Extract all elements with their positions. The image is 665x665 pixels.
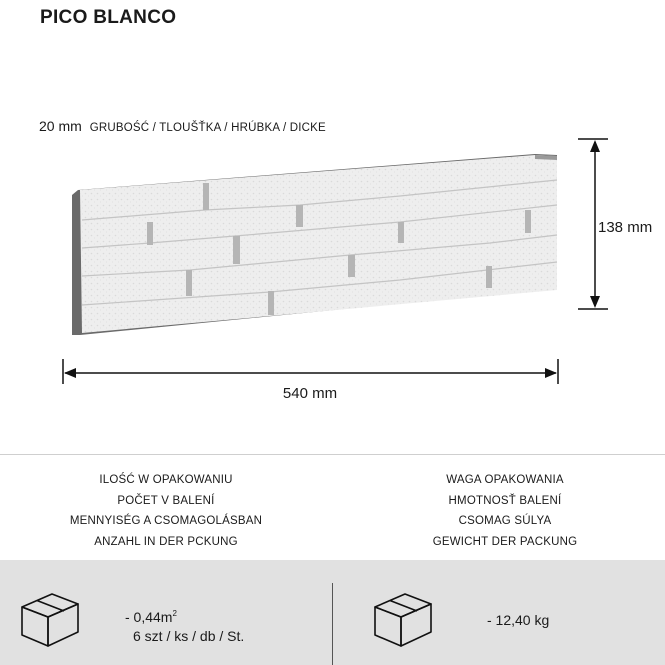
quantity-values bbox=[125, 604, 244, 646]
weight-label-cz: HMOTNOSŤ BALENÍ bbox=[448, 494, 562, 507]
quantity-label-de: ANZAHL IN DER PCKUNG bbox=[94, 535, 238, 548]
quantity-label-pl: ILOŚĆ W OPAKOWANIU bbox=[99, 474, 233, 486]
thickness-value: 20 mm bbox=[39, 118, 82, 134]
width-dimension-arrow bbox=[63, 359, 558, 384]
height-label: 138 mm bbox=[598, 219, 653, 236]
quantity-label-cz: POČET V BALENÍ bbox=[117, 494, 215, 507]
weight-label-hu: CSOMAG SÚLYA bbox=[458, 515, 552, 527]
package-area bbox=[125, 604, 244, 627]
package-pieces: 6 szt / ks / db / St. bbox=[133, 628, 245, 644]
thickness-label: GRUBOŚĆ / TLOUŠŤKA / HRÚBKA / DICKE bbox=[89, 122, 326, 134]
section-divider bbox=[0, 454, 665, 455]
box-icon bbox=[373, 590, 433, 648]
stone-panel-image bbox=[72, 154, 557, 335]
quantity-label-hu: MENNYISÉG A CSOMAGOLÁSBAN bbox=[69, 515, 263, 527]
band-separator bbox=[332, 583, 333, 665]
product-title: PICO BLANCO bbox=[40, 7, 177, 28]
weight-label-de: GEWICHT DER PACKUNG bbox=[432, 535, 578, 548]
package-weight-value: - 12,40 kg bbox=[487, 612, 550, 628]
width-label: 540 mm bbox=[282, 385, 338, 402]
weight-label-pl: WAGA OPAKOWANIA bbox=[446, 474, 564, 486]
package-area-value: - 0,44m bbox=[125, 609, 173, 625]
weight-labels bbox=[345, 470, 665, 552]
area-unit-exponent: 2 bbox=[172, 609, 177, 618]
box-icon bbox=[20, 590, 80, 648]
quantity-labels bbox=[0, 470, 332, 552]
